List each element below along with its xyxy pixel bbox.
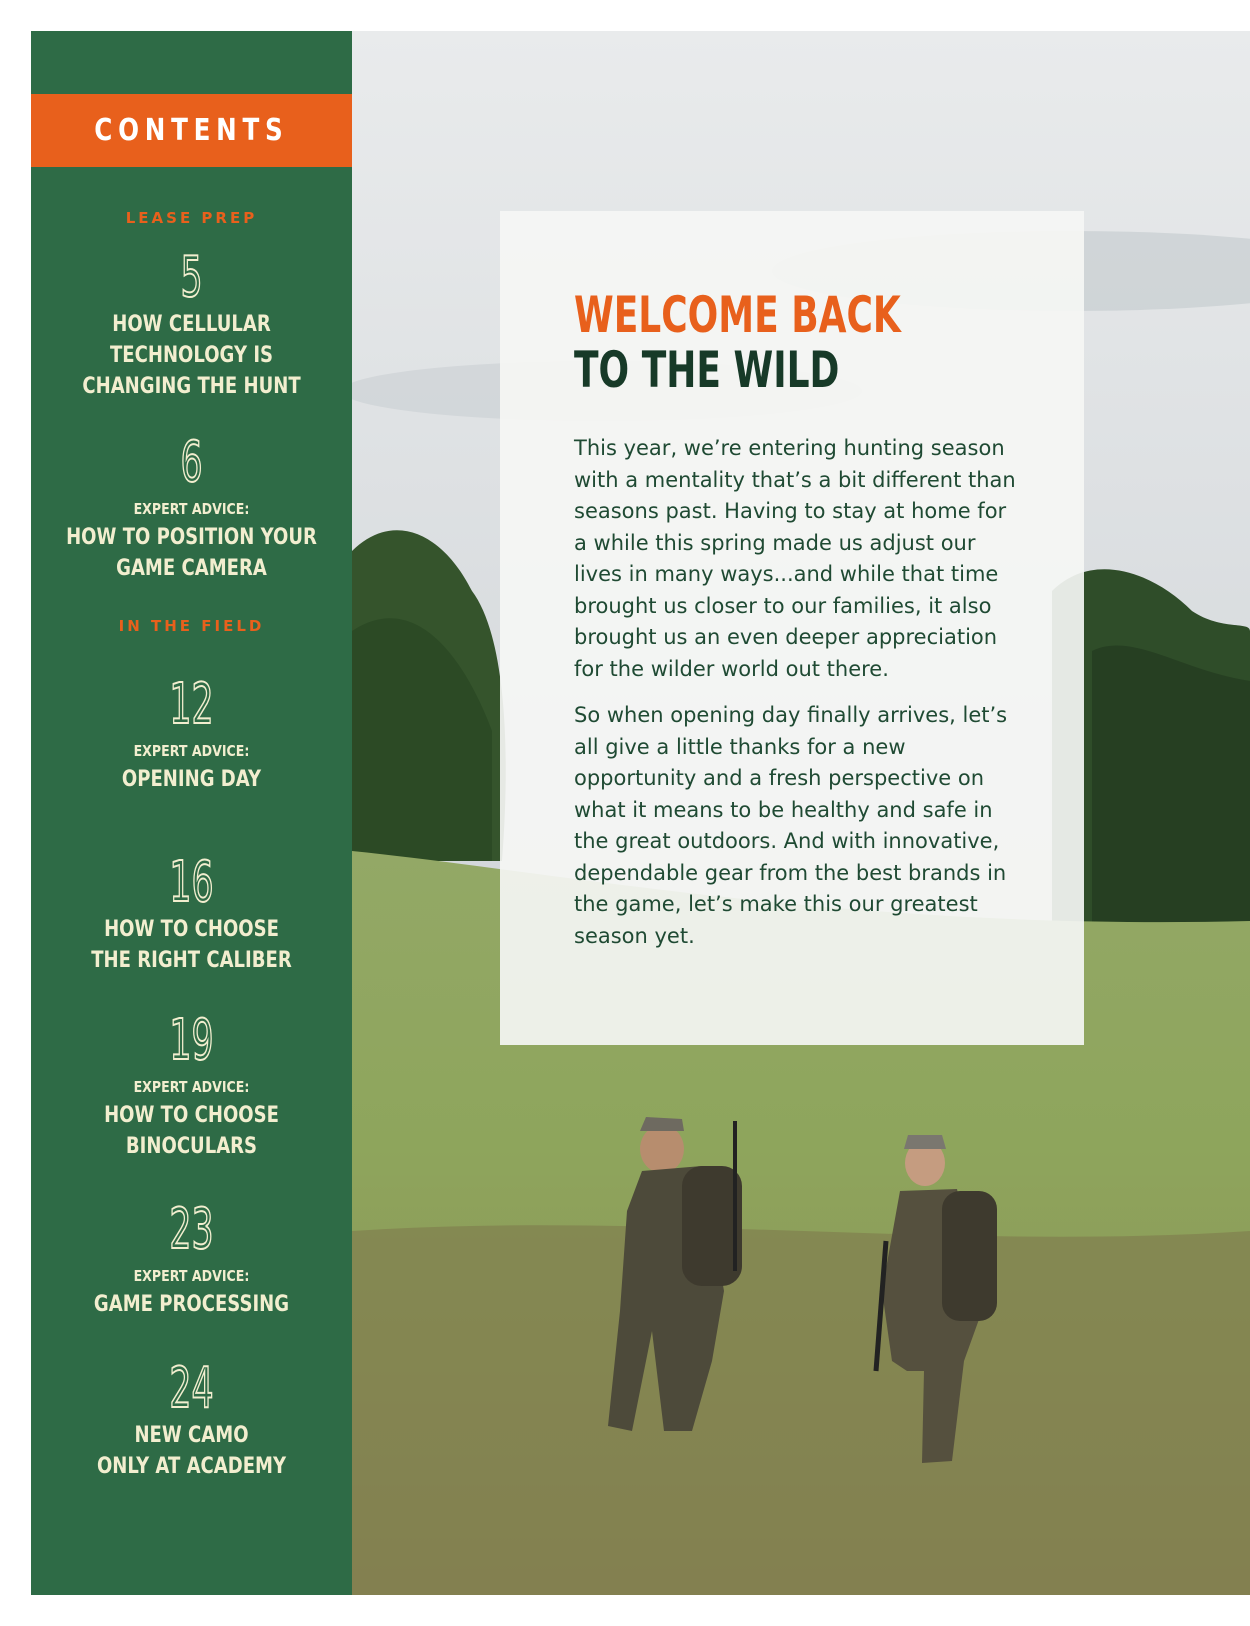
toc-entry-title: HOW CELLULAR TECHNOLOGY IS CHANGING THE HUNT xyxy=(82,312,301,399)
toc-page-number: 19 xyxy=(169,1008,214,1073)
toc-entry-subtitle: EXPERT ADVICE: xyxy=(133,500,250,518)
headline-line-1: WELCOME BACK xyxy=(574,286,901,344)
toc-entry-title: NEW CAMO ONLY AT ACADEMY xyxy=(96,1423,287,1479)
toc-entry-title: GAME PROCESSING xyxy=(93,1292,290,1317)
body-paragraph: This year, we’re entering hunting season with a mentality that’s a bit different than seasons past. Having to stay at home for a while this spring made us adjust our lives in many ways...and while that time brought us closer to our families, it also brought us an even deeper appreciation for the wilder world out there. xyxy=(574,436,1016,681)
toc-entry[interactable] xyxy=(31,850,352,976)
toc-page-number: 24 xyxy=(169,1356,214,1421)
contents-header-bar xyxy=(31,94,352,167)
welcome-headline xyxy=(574,288,920,398)
toc-entry[interactable] xyxy=(31,1008,352,1162)
toc-entry[interactable] xyxy=(31,1356,352,1482)
contents-title: CONTENTS xyxy=(94,113,289,148)
toc-entry-title: HOW TO CHOOSE BINOCULARS xyxy=(104,1103,279,1159)
toc-page-number: 12 xyxy=(169,672,214,737)
toc-entry[interactable] xyxy=(31,1197,352,1320)
toc-entry-subtitle: EXPERT ADVICE: xyxy=(133,1267,250,1285)
toc-entry[interactable] xyxy=(31,245,352,402)
section-label-lease-prep: LEASE PREP xyxy=(125,209,258,227)
welcome-body xyxy=(574,433,1024,967)
toc-page-number: 6 xyxy=(180,430,203,495)
toc-entry-subtitle: EXPERT ADVICE: xyxy=(133,742,250,760)
toc-entry-title: HOW TO POSITION YOUR GAME CAMERA xyxy=(66,525,317,581)
section-label-in-the-field: IN THE FIELD xyxy=(118,617,265,635)
toc-entry-title: OPENING DAY xyxy=(121,767,262,792)
toc-entry[interactable] xyxy=(31,430,352,584)
toc-entry[interactable] xyxy=(31,672,352,795)
headline-line-2: TO THE WILD xyxy=(574,341,840,399)
toc-page-number: 16 xyxy=(169,850,214,915)
toc-entry-subtitle: EXPERT ADVICE: xyxy=(133,1078,250,1096)
contents-sidebar xyxy=(31,31,352,1595)
welcome-card xyxy=(500,211,1084,1045)
body-paragraph: So when opening day finally arrives, let’s all give a little thanks for a new opportunity and a fresh perspective on what it means to be healthy and safe in the great outdoors. And with innovative, dependable gear from the best brands in the game, let’s make this our greatest season yet. xyxy=(574,703,1008,948)
toc-entry-title: HOW TO CHOOSE THE RIGHT CALIBER xyxy=(91,917,292,973)
toc-page-number: 5 xyxy=(180,245,203,310)
toc-page-number: 23 xyxy=(169,1197,214,1262)
